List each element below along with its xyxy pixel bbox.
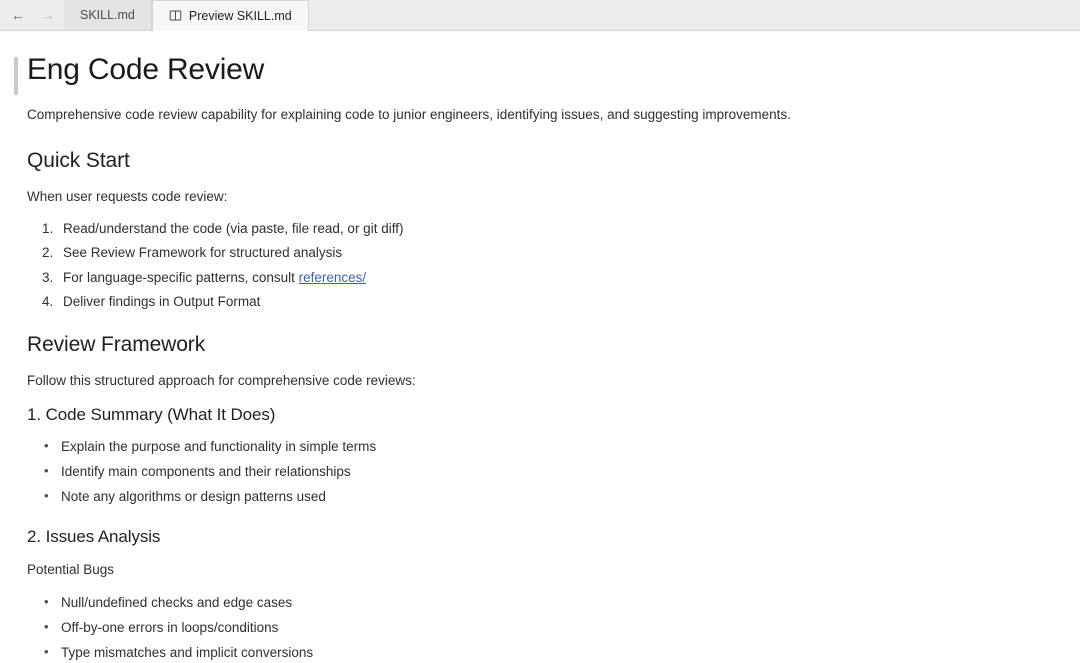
heading-quick-start: Quick Start: [27, 149, 130, 173]
potential-bugs-label: Potential Bugs: [27, 561, 115, 577]
heading-code-summary: 1. Code Summary (What It Does): [27, 404, 276, 424]
tab-skill-md[interactable]: [64, 0, 152, 30]
list-item: 2. See Review Framework for structured analysis: [57, 244, 1052, 262]
forward-arrow-icon[interactable]: →: [41, 7, 55, 23]
page-title: Eng Code Review: [27, 53, 265, 86]
page-title-wrapper: [27, 53, 1052, 87]
back-arrow-icon[interactable]: ←: [11, 7, 25, 23]
preview-document: [0, 31, 1080, 661]
heading-issues-analysis: 2. Issues Analysis: [27, 526, 161, 546]
quick-start-lead: When user requests code review:: [27, 189, 228, 205]
list-item: [57, 269, 1052, 287]
list-item: • Explain the purpose and functionality in simple terms: [44, 438, 1052, 456]
quick-start-steps: [27, 220, 1052, 311]
tab-skill-md-label: SKILL.md: [80, 8, 135, 22]
document-content: [0, 31, 1080, 663]
list-item: • Null/undefined checks and edge cases: [44, 594, 1052, 612]
list-item: • Off-by-one errors in loops/conditions: [44, 619, 1052, 637]
tab-preview-skill-md-label: Preview SKILL.md: [188, 8, 292, 23]
list-item: • Type mismatches and implicit conversions: [44, 644, 1052, 662]
heading-review-framework: Review Framework: [27, 332, 206, 356]
list-item-text: For language-specific patterns, consult: [63, 269, 299, 285]
review-framework-lead: Follow this structured approach for comprehensive code reviews:: [27, 372, 416, 388]
list-item: • Identify main components and their relationships: [44, 463, 1052, 481]
document-intro: Comprehensive code review capability for explaining code to junior engineers, identifying issues, and suggesting improvements.: [27, 107, 791, 122]
book-open-icon: [169, 9, 183, 23]
tab-bar: [0, 0, 1080, 31]
code-summary-bullets: [27, 438, 1052, 507]
list-item: 1. Read/understand the code (via paste, file read, or git diff): [57, 220, 1052, 238]
list-item: 4. Deliver findings in Output Format: [57, 293, 1052, 311]
potential-bugs-bullets: [27, 594, 1052, 663]
tab-preview-skill-md[interactable]: [152, 0, 309, 31]
tab-bar-empty-space: [309, 0, 1080, 30]
navigation-buttons: [0, 0, 64, 30]
references-link[interactable]: references/: [298, 269, 367, 285]
list-item: • Note any algorithms or design patterns used: [44, 488, 1052, 506]
title-accent-bar: [14, 57, 18, 95]
